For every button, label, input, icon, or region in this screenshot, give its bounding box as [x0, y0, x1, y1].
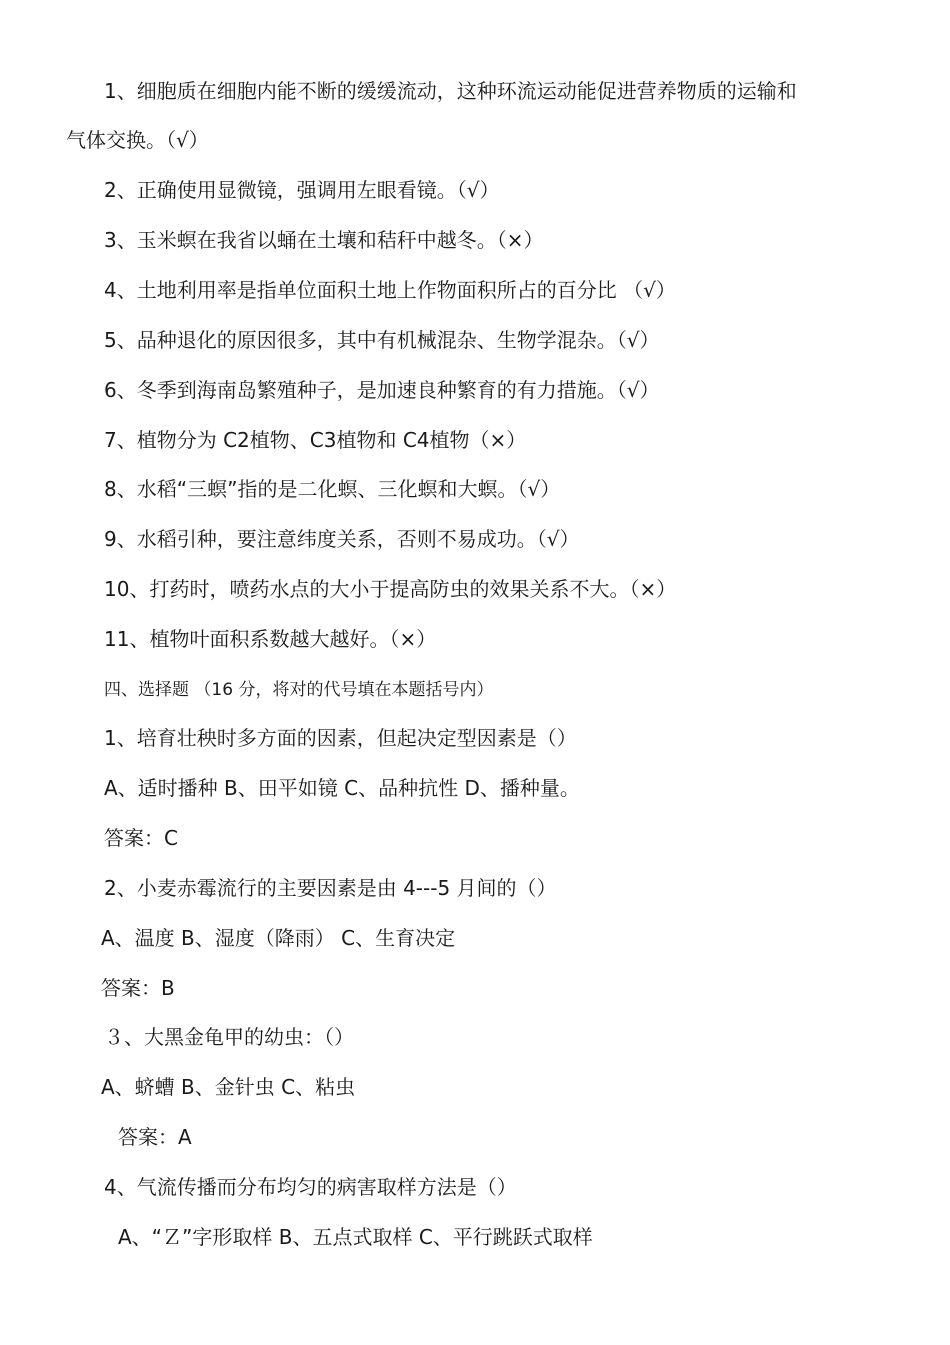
- judgment-7: 7、植物分为 C2植物、C3植物和 C4植物（×）: [104, 428, 527, 452]
- judgment-3: 3、玉米螟在我省以蛹在土壤和秸秆中越冬。（×）: [104, 228, 544, 252]
- judgment-10: 10、打药时，喷药水点的大小于提高防虫的效果关系不大。（×）: [104, 577, 677, 601]
- choice-3-answer: 答案：A: [118, 1125, 192, 1149]
- judgment-5: 5、品种退化的原因很多，其中有机械混杂、生物学混杂。（√）: [104, 328, 660, 352]
- judgment-8: 8、水稻“三螟”指的是二化螟、三化螟和大螟。（√）: [104, 477, 561, 501]
- choice-3-options: A、蛴螬 B、金针虫 C、粘虫: [101, 1075, 356, 1099]
- judgment-11: 11、植物叶面积系数越大越好。（×）: [104, 627, 437, 651]
- choice-4-options: A、“Ｚ”字形取样 B、五点式取样 C、平行跳跃式取样: [118, 1225, 593, 1249]
- choice-2-question: 2、小麦赤霉流行的主要因素是由 4---5 月间的（）: [104, 876, 557, 900]
- judgment-1-line-1: 1、细胞质在细胞内能不断的缓缓流动，这种环流运动能促进营养物质的运输和: [104, 79, 797, 103]
- judgment-1-line-2: 气体交换。（√）: [66, 128, 209, 152]
- choice-2-answer: 答案：B: [101, 976, 175, 1000]
- choice-1-answer: 答案：C: [104, 826, 178, 850]
- choice-2-options: A、温度 B、湿度（降雨） C、生育决定: [101, 926, 456, 950]
- choice-3-question: ３、大黑金龟甲的幼虫：（）: [104, 1025, 354, 1049]
- choice-1-options: A、适时播种 B、田平如镜 C、品种抗性 D、播种量。: [104, 776, 580, 800]
- judgment-9: 9、水稻引种，要注意纬度关系，否则不易成功。（√）: [104, 527, 580, 551]
- section-heading: 四、选择题 （16 分，将对的代号填在本题括号内）: [104, 680, 494, 700]
- judgment-6: 6、冬季到海南岛繁殖种子，是加速良种繁育的有力措施。（√）: [104, 378, 660, 402]
- choice-1-question: 1、培育壮秧时多方面的因素，但起决定型因素是（）: [104, 726, 577, 750]
- judgment-2: 2、正确使用显微镜，强调用左眼看镜。（√）: [104, 178, 500, 202]
- judgment-4: 4、土地利用率是指单位面积土地上作物面积所占的百分比 （√）: [104, 278, 676, 302]
- choice-4-question: 4、气流传播而分布均匀的病害取样方法是（）: [104, 1175, 517, 1199]
